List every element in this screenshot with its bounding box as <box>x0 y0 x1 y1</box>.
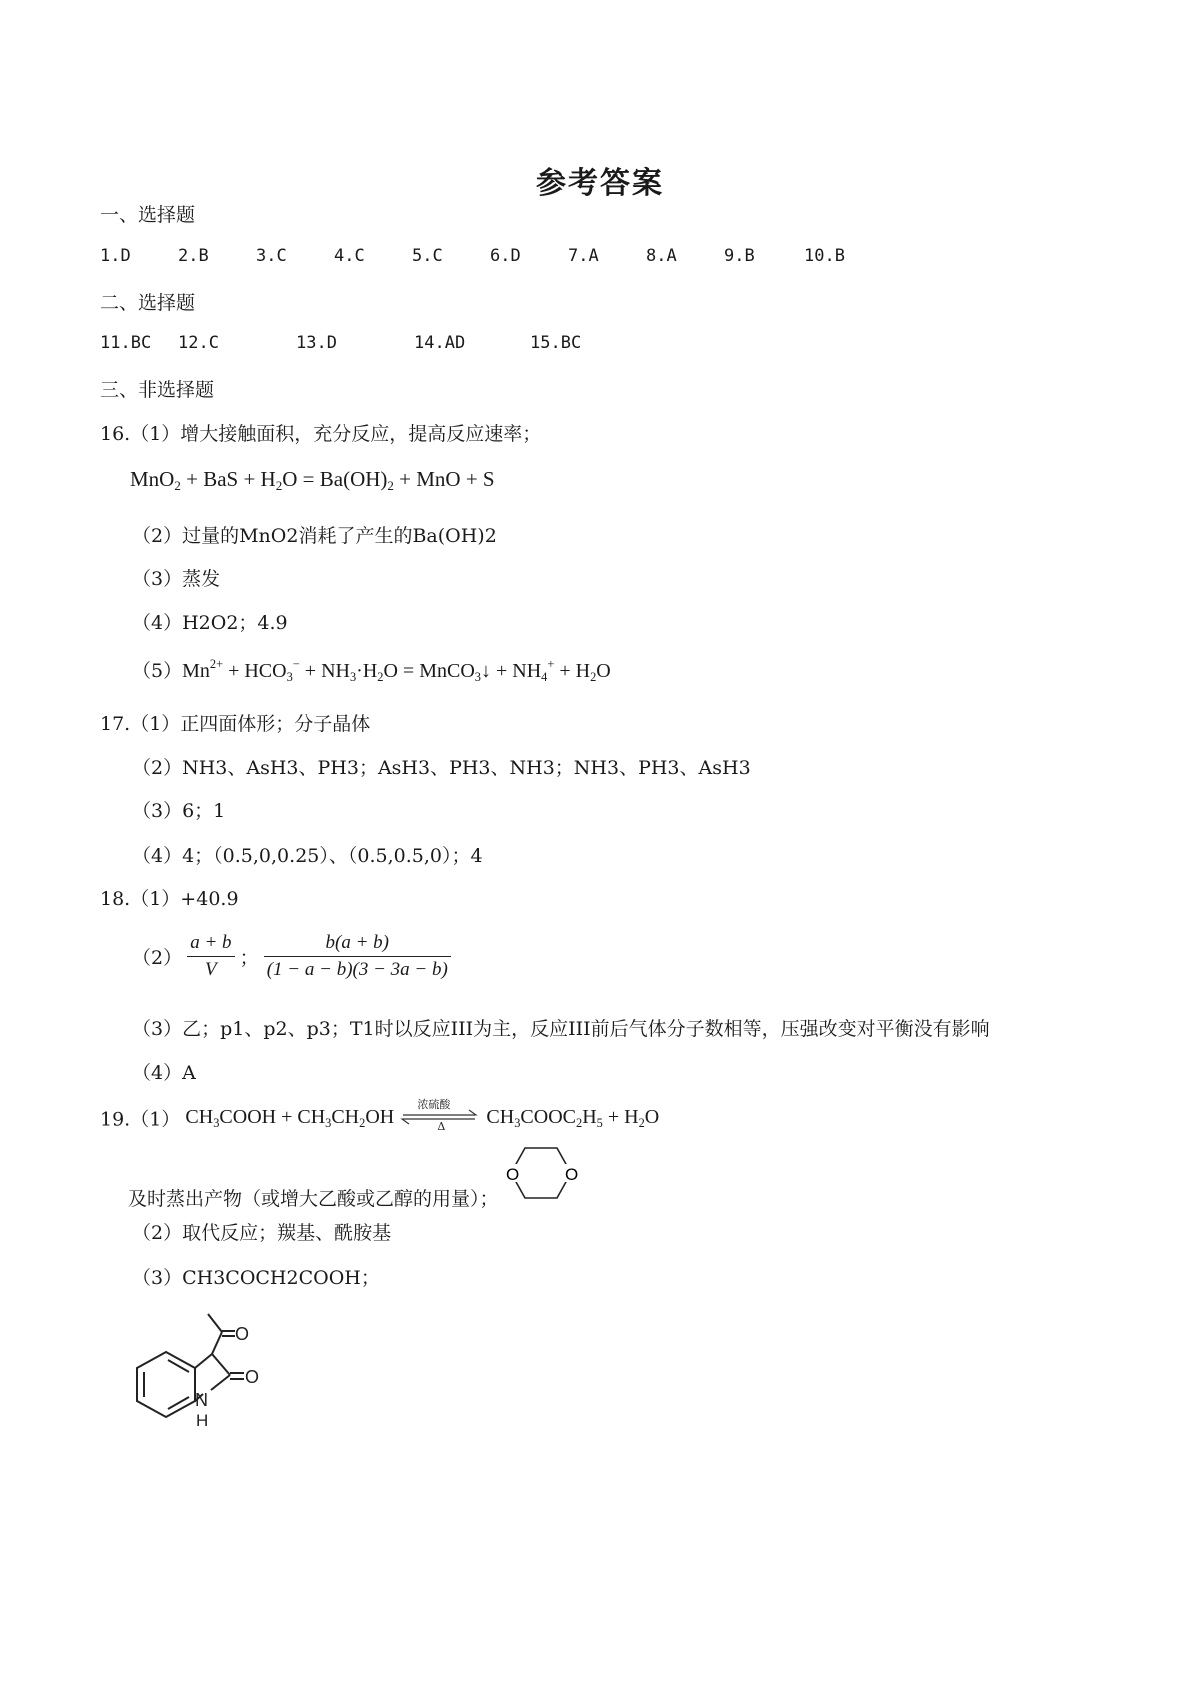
answer-6: 6.D <box>490 246 521 266</box>
q18-part2 <box>132 932 451 981</box>
q16-equation5: $Mn^{2+} + HCO_3^- + NH_3\cdot H_2O$ = MnCO$_3$↓ + $NH_4^+ + H_2O$ <box>182 657 611 684</box>
q19-part1 <box>100 1098 660 1133</box>
answer-11: 11.BC <box>100 333 152 353</box>
answer-2: 2.B <box>178 246 209 266</box>
answer-3: 3.C <box>256 246 287 266</box>
q19-part3: （3）CH3COCH2COOH； <box>132 1267 380 1289</box>
q16-part3: （3）蒸发 <box>132 568 221 590</box>
q19-equation-right: $CH_3COOC_2H_5 + H_2O$ <box>486 1105 660 1130</box>
q18-fraction2-denominator: (1 − a − b)(3 − 3a − b) <box>266 959 448 980</box>
answer-12: 12.C <box>178 333 219 353</box>
q16-part2: （2）过量的MnO2消耗了产生的Ba(OH)2 <box>132 525 497 547</box>
section2-heading: 二、选择题 <box>100 292 196 314</box>
answer-10: 10.B <box>804 246 845 266</box>
section1-heading: 一、选择题 <box>100 204 196 226</box>
q17-part2: （2）NH3、AsH3、PH3；AsH3、PH3、NH3；NH3、PH3、AsH3 <box>132 757 751 779</box>
q19-heat: Δ <box>437 1120 446 1133</box>
q18-fraction1-denominator: V <box>205 959 217 980</box>
answer-7: 7.A <box>568 246 599 266</box>
q16-equation1: MnO$_2$ + BaS + $H_2O = Ba(OH)_2$ + MnO + S <box>130 467 495 493</box>
q18-separator: ； <box>239 947 259 969</box>
q18-part3: （3）乙；p1、p2、p3；T1时以反应III为主，反应III前后气体分子数相等，压强改变对平衡没有影响 <box>132 1018 990 1040</box>
q18-fraction1 <box>187 932 234 981</box>
oxindole-hydrogen: H <box>196 1411 209 1430</box>
answer-9: 9.B <box>724 246 755 266</box>
dioxane-structure <box>505 1142 583 1206</box>
q18-fraction2-numerator: b(a + b) <box>264 932 451 957</box>
section3-heading: 三、非选择题 <box>100 379 215 401</box>
q17-part1: 17.（1）正四面体形；分子晶体 <box>100 713 371 735</box>
q16-part5-label: （5） <box>132 660 183 682</box>
answer-13: 13.D <box>296 333 337 353</box>
oxindole-nitrogen: N <box>195 1390 208 1410</box>
q19-reaction-arrow <box>399 1098 481 1133</box>
answer-5: 5.C <box>412 246 443 266</box>
oxindole-structure <box>120 1310 280 1430</box>
answer-15: 15.BC <box>530 333 582 353</box>
q18-fraction2 <box>264 932 451 981</box>
q19-part1-label: 19.（1） <box>100 1108 181 1131</box>
q16-part5 <box>132 656 611 685</box>
answer-8: 8.A <box>646 246 677 266</box>
oxindole-lactam-oxygen: O <box>245 1367 260 1387</box>
q18-part4: （4）A <box>132 1062 196 1084</box>
q17-part4: （4）4；（0.5,0,0.25）、（0.5,0.5,0）；4 <box>132 845 483 867</box>
page-title: 参考答案 <box>536 166 664 201</box>
q16-part4: （4）H2O2；4.9 <box>132 612 288 634</box>
q16-part1: 16.（1）增大接触面积，充分反应，提高反应速率； <box>100 423 542 445</box>
answer-1: 1.D <box>100 246 131 266</box>
dioxane-oxygen-right: O <box>565 1165 579 1184</box>
q18-part2-label: （2） <box>132 947 183 969</box>
q19-part1-continued: 及时蒸出产物（或增大乙酸或乙醇的用量）； <box>128 1188 499 1210</box>
dioxane-oxygen-left: O <box>506 1165 520 1184</box>
q18-part1: 18.（1）+40.9 <box>100 888 239 910</box>
q19-equation-left: $CH_3COOH + CH_3CH_2OH$ <box>185 1105 395 1130</box>
q18-fraction1-numerator: a + b <box>187 932 234 957</box>
q17-part3: （3）6；1 <box>132 800 226 822</box>
q19-part2: （2）取代反应；羰基、酰胺基 <box>132 1222 392 1244</box>
oxindole-acetyl-oxygen: O <box>235 1324 250 1344</box>
answer-14: 14.AD <box>414 333 466 353</box>
answer-4: 4.C <box>334 246 365 266</box>
q19-catalyst: 浓硫酸 <box>417 1098 451 1111</box>
